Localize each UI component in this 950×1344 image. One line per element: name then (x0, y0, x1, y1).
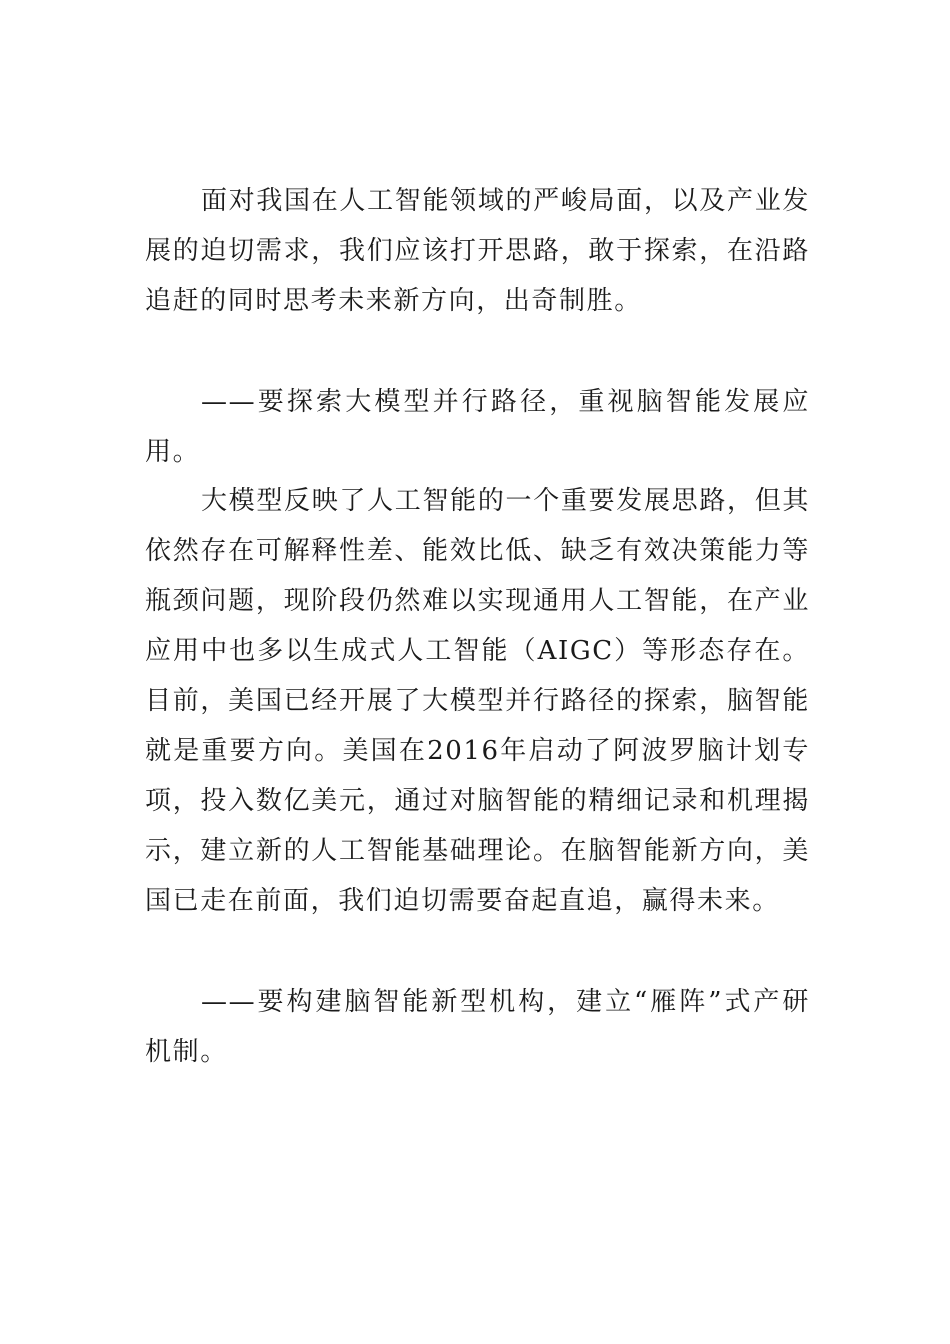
heading-build-institutions: ——要构建脑智能新型机构，建立“雁阵”式产研机制。 (145, 987, 810, 1067)
heading-explore-parallel-path: ——要探索大模型并行路径，重视脑智能发展应用。 (145, 387, 810, 467)
paragraph-intro: 面对我国在人工智能领域的严峻局面，以及产业发展的迫切需求，我们应该打开思路，敢于探索，在沿路追赶的同时思考未来新方向，出奇制胜。 (145, 186, 810, 316)
paragraph-large-models: 大模型反映了人工智能的一个重要发展思路，但其依然存在可解释性差、能效比低、缺乏有效决策能力等瓶颈问题，现阶段仍然难以实现通用人工智能，在产业应用中也多以生成式人工智能（AIGC）等形态存在。目前，美国已经开展了大模型并行路径的探索，脑智能就是重要方向。美国在2016年启动了阿波罗脑计划专项，投入数亿美元，通过对脑智能的精细记录和机理揭示，建立新的人工智能基础理论。在脑智能新方向，美国已走在前面，我们迫切需要奋起直追，赢得未来。 (145, 486, 810, 916)
